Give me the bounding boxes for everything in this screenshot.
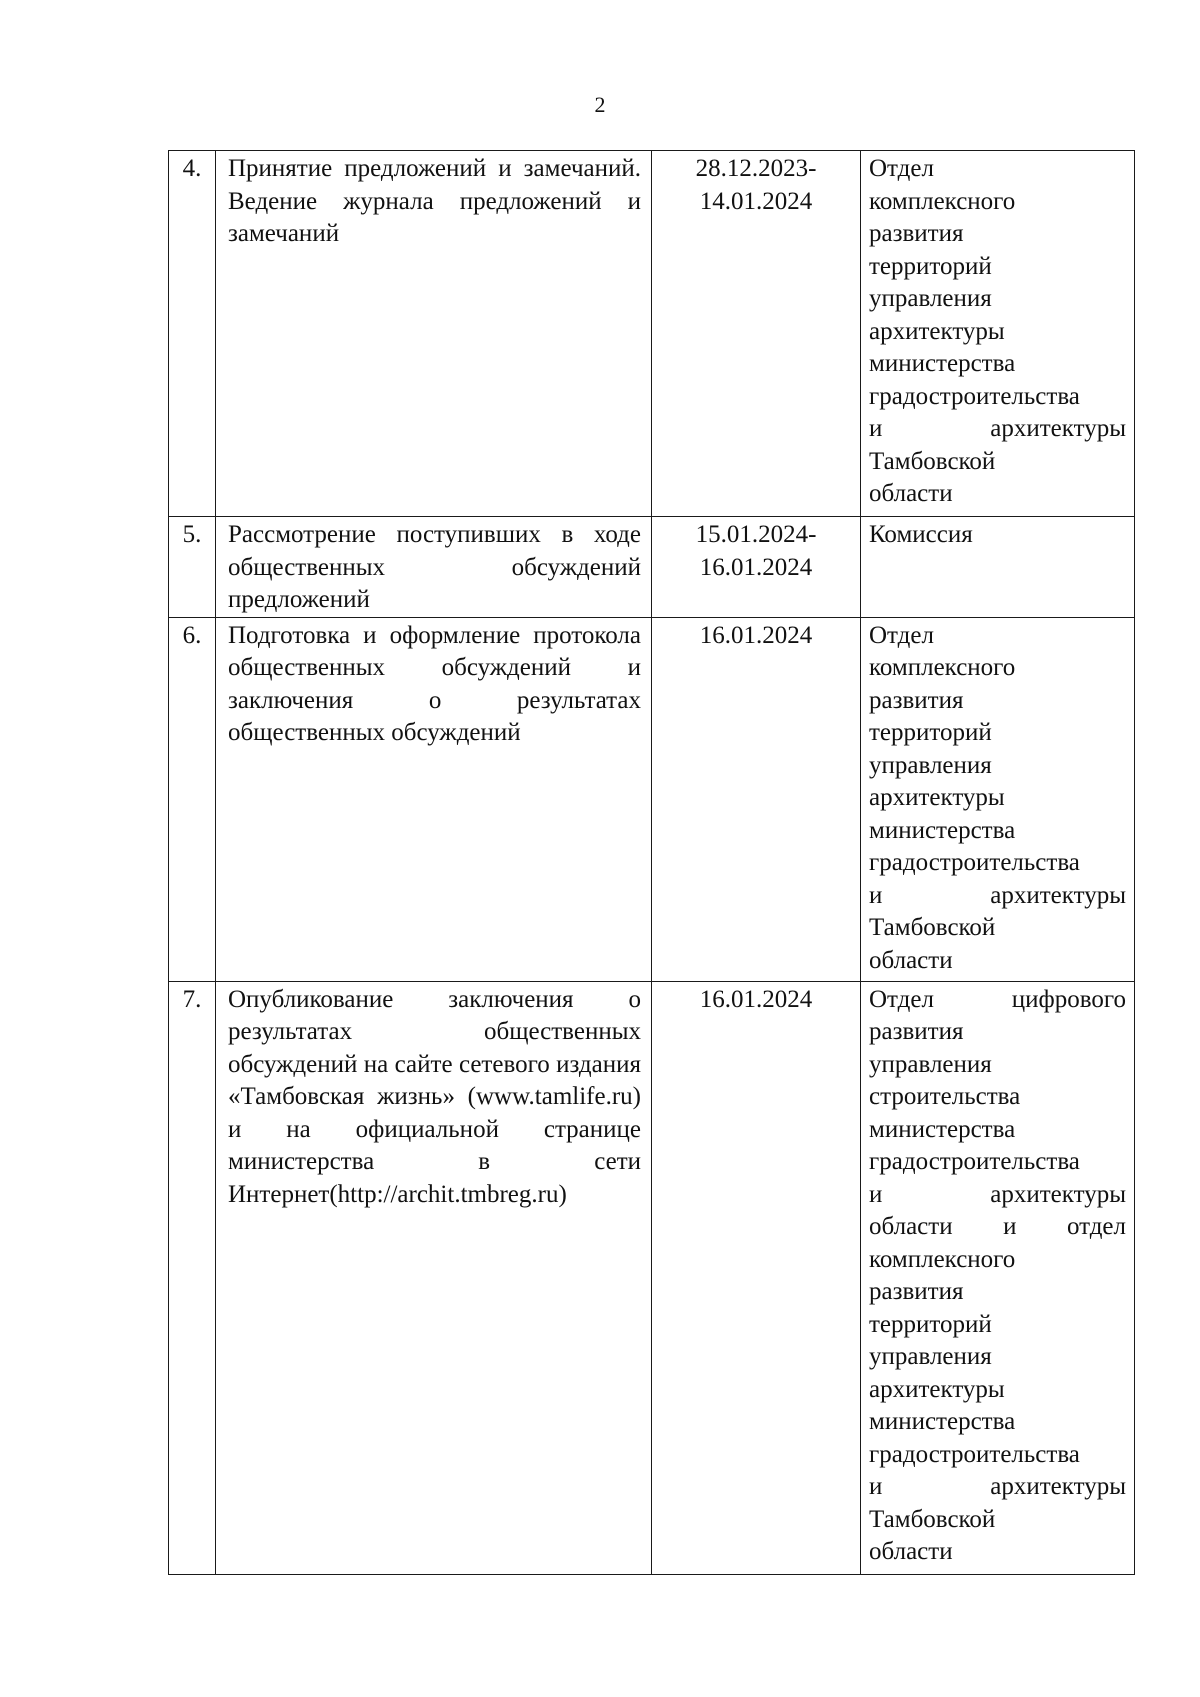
event-description: Опубликование заключения о результатах общественных обсуждений на сайте сетевого издания «Тамбовская жизнь» (www.tamlife.ru) и на официальной странице министерства в сети Интернет(http://archit.tmbreg.ru)	[216, 981, 652, 1574]
responsible-line: Отдел	[869, 155, 934, 182]
responsible-line: министерства	[869, 350, 1016, 377]
table-row	[169, 981, 1135, 1574]
date-end: 14.01.2024	[699, 187, 813, 215]
responsible-line: и архитектуры	[869, 1473, 1126, 1500]
responsible-line: Тамбовской	[869, 447, 996, 475]
date-single: 16.01.2024	[699, 985, 813, 1013]
responsible-unit	[861, 981, 1135, 1574]
table-row	[169, 151, 1135, 517]
table-row	[169, 517, 1135, 618]
responsible-line: развития	[869, 1018, 964, 1045]
responsible-line: управления	[869, 1050, 992, 1078]
responsible-line: Тамбовской	[869, 914, 996, 941]
responsible-line: области и отдел	[869, 1213, 1126, 1240]
responsible-line: управления	[869, 1343, 992, 1370]
responsible-line: территорий	[869, 719, 992, 746]
event-dates	[652, 517, 861, 618]
responsible-line: градостроительства	[869, 1440, 1080, 1468]
event-dates	[652, 617, 861, 981]
responsible-unit	[861, 151, 1135, 517]
responsible-line: Отдел	[869, 621, 934, 649]
responsible-line: Отдел цифрового	[869, 985, 1126, 1013]
responsible-line: и архитектуры	[869, 1180, 1126, 1208]
responsible-unit	[861, 517, 1135, 618]
schedule-table	[168, 150, 1135, 1575]
responsible-line: министерства	[869, 816, 1016, 844]
responsible-line: области	[869, 480, 953, 507]
table-row	[169, 617, 1135, 981]
event-dates	[652, 981, 861, 1574]
responsible-line: области	[869, 946, 953, 974]
responsible-line: развития	[869, 220, 964, 247]
event-description: Принятие предложений и замечаний. Ведение журнала предложений и замечаний	[216, 151, 652, 517]
responsible-line: развития	[869, 686, 964, 714]
responsible-line: архитектуры	[869, 1375, 1005, 1403]
responsible-line: Тамбовской	[869, 1505, 996, 1533]
responsible-line: развития	[869, 1278, 964, 1305]
responsible-line: комплексного	[869, 187, 1016, 215]
responsible-line: и архитектуры	[869, 881, 1126, 909]
responsible-line: и архитектуры	[869, 415, 1126, 442]
event-dates	[652, 151, 861, 517]
responsible-line: области	[869, 1538, 953, 1565]
page-number: 2	[594, 92, 606, 117]
event-description: Рассмотрение поступивших в ходе общественных обсуждений предложений	[216, 517, 652, 618]
responsible-line: строительства	[869, 1083, 1021, 1110]
row-number: 4.	[169, 151, 216, 517]
row-number: 6.	[169, 617, 216, 981]
row-number: 5.	[169, 517, 216, 618]
responsible-line: министерства	[869, 1408, 1016, 1435]
event-description: Подготовка и оформление протокола общественных обсуждений и заключения о результатах общественных обсуждений	[216, 617, 652, 981]
responsible-line: комплексного	[869, 654, 1016, 681]
responsible-line: территорий	[869, 1310, 992, 1338]
responsible-line: градостроительства	[869, 1148, 1080, 1175]
responsible-line: территорий	[869, 252, 992, 280]
responsible-unit	[861, 617, 1135, 981]
responsible-line: архитектуры	[869, 784, 1005, 811]
date-start: 28.12.2023-	[695, 155, 817, 182]
responsible-line: градостроительства	[869, 382, 1080, 410]
responsible-line: Комиссия	[869, 521, 973, 548]
responsible-line: министерства	[869, 1115, 1016, 1143]
responsible-line: управления	[869, 751, 992, 779]
responsible-line: управления	[869, 285, 992, 312]
responsible-line: градостроительства	[869, 849, 1080, 876]
date-end: 16.01.2024	[699, 553, 813, 581]
date-single: 16.01.2024	[699, 621, 813, 649]
responsible-line: комплексного	[869, 1245, 1016, 1273]
date-start: 15.01.2024-	[695, 521, 817, 548]
responsible-line: архитектуры	[869, 317, 1005, 345]
row-number: 7.	[169, 981, 216, 1574]
